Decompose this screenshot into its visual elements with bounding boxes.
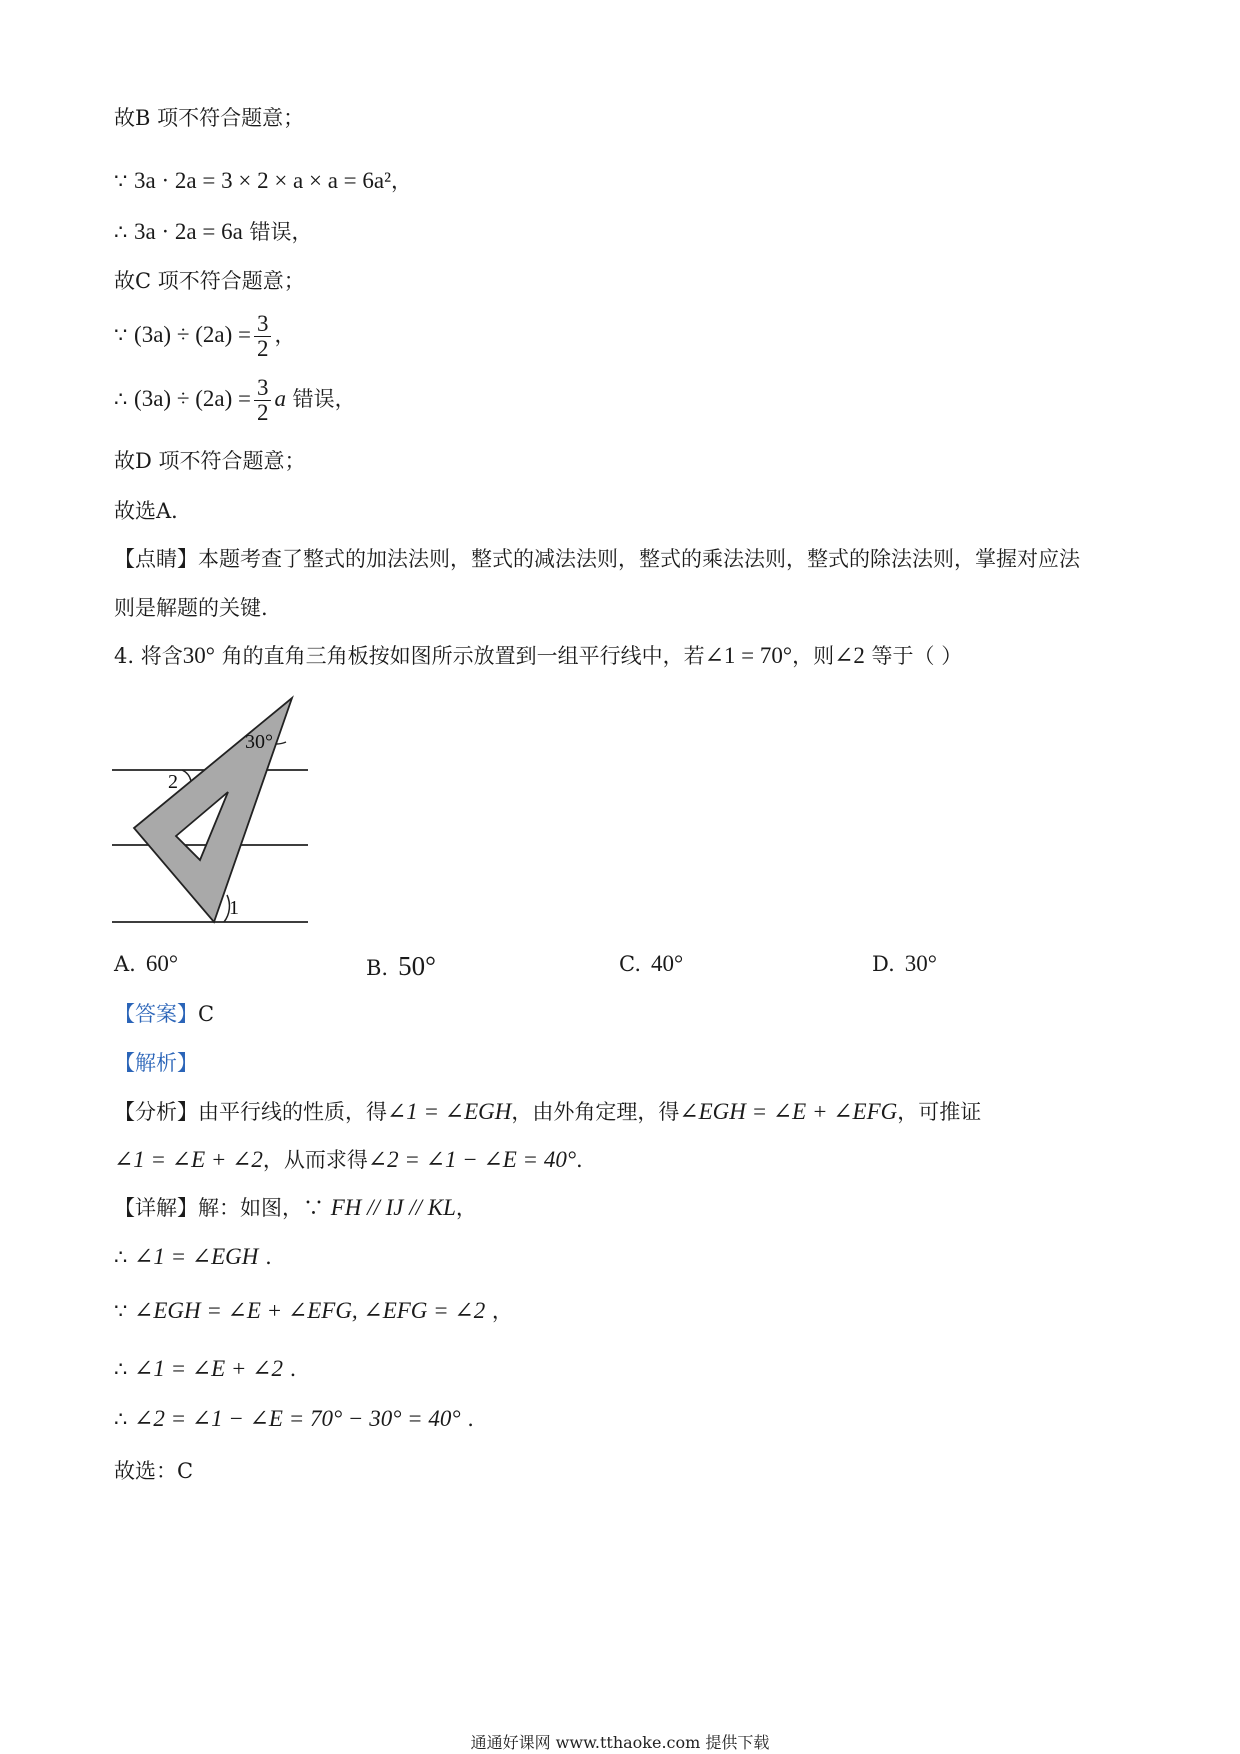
analysis-tag: 【解析】 <box>114 1051 198 1075</box>
punctuation: ， <box>485 1299 513 1323</box>
because-symbol: ∵ <box>114 169 135 193</box>
fenxi-tag: 【分析】 <box>114 1100 198 1124</box>
therefore-symbol: ∴ <box>114 387 135 411</box>
page-footer: 通通好课网 www.tthaoke.com 提供下载 <box>470 1733 770 1752</box>
label-30: 30° <box>245 731 273 753</box>
fraction-numerator: 3 <box>254 376 272 401</box>
math-variable: a <box>274 386 286 411</box>
math-expression: (3a) ÷ (2a) = <box>134 322 251 347</box>
fenxi-line <box>114 1146 583 1174</box>
math-line <box>114 167 412 195</box>
option-value: 40° <box>651 951 684 976</box>
detail-text: ， <box>455 1196 477 1220</box>
fraction-denominator: 2 <box>256 336 269 361</box>
question-text: 将含 <box>134 644 183 668</box>
fraction-denominator: 2 <box>256 400 269 425</box>
text-line: 故选A． <box>114 499 193 523</box>
option-c <box>619 951 683 977</box>
fenxi-text: . <box>576 1148 583 1172</box>
detail-math: ∠1 = ∠EGH <box>134 1244 259 1269</box>
fenxi-line <box>114 1098 981 1126</box>
answer-line <box>114 1000 214 1028</box>
text-line: 故C 项不符合题意； <box>114 269 305 293</box>
math-line <box>114 218 313 246</box>
question-text: 等于（ ） <box>864 644 963 668</box>
analysis-line <box>114 1049 198 1077</box>
text-fragment: 错误， <box>285 387 356 411</box>
angle-value: 30° <box>182 643 215 668</box>
question-number: 4. <box>114 644 135 668</box>
detail-tag: 【详解】 <box>114 1196 198 1220</box>
option-letter: D. <box>872 952 895 976</box>
detail-math: ∠1 = ∠E + ∠2 <box>134 1356 283 1381</box>
detail-line <box>114 1194 477 1222</box>
because-symbol: ∵ <box>114 323 135 347</box>
math-line <box>114 376 356 425</box>
fenxi-math: ∠1 = ∠E + ∠2 <box>114 1147 263 1172</box>
label-1: 1 <box>229 897 239 919</box>
label-2: 2 <box>168 771 178 793</box>
therefore-symbol: ∴ <box>114 1245 135 1269</box>
final-answer: 故选：C <box>114 1459 194 1483</box>
fraction <box>254 312 272 361</box>
punctuation: . <box>460 1407 474 1431</box>
option-value: 60° <box>145 951 179 976</box>
dianjing-text: 本题考查了整式的加法法则，整式的减法法则，整式的乘法法则，整式的除法法则，掌握对应法 <box>198 547 1080 571</box>
detail-math: ∠2 = ∠1 − ∠E = 70° − 30° = 40° <box>134 1406 461 1431</box>
detail-step <box>114 1355 296 1383</box>
detail-step <box>114 1297 513 1325</box>
math-expression: 3a · 2a = 6a <box>134 219 243 244</box>
option-value: 30° <box>904 951 937 976</box>
detail-math: ∠EGH = ∠E + ∠EFG, ∠EFG = ∠2 <box>134 1298 486 1323</box>
question-4 <box>114 642 962 670</box>
text-line: 则是解题的关键. <box>114 596 268 620</box>
condition-math: ∠1 = 70° <box>704 643 793 668</box>
detail-step <box>114 1405 474 1433</box>
detail-math: FH // IJ // KL <box>330 1195 456 1220</box>
because-symbol: ∵ <box>114 1299 135 1323</box>
fenxi-text: ，从而求得 <box>262 1148 368 1172</box>
option-value: 50° <box>398 951 436 981</box>
option-letter: B. <box>366 956 389 980</box>
option-a <box>114 951 178 977</box>
fenxi-math: ∠1 = ∠EGH <box>387 1099 512 1124</box>
fenxi-text: ，可推证 <box>897 1100 982 1124</box>
option-b <box>366 951 436 982</box>
fraction-numerator: 3 <box>254 312 272 337</box>
question-text: 角的直角三角板按如图所示放置到一组平行线中，若 <box>214 644 705 668</box>
punctuation: ， <box>274 323 296 347</box>
detail-step <box>114 1243 272 1271</box>
option-letter: C. <box>619 952 641 976</box>
option-d <box>872 951 937 977</box>
triangle-ruler-figure <box>108 690 318 935</box>
text-line: 故D 项不符合题意； <box>114 449 306 473</box>
math-expression: 3a · 2a = 3 × 2 × a × a = 6a² <box>134 168 391 193</box>
answer-value: C <box>198 1002 215 1026</box>
target-angle: ∠2 <box>834 643 865 668</box>
math-line <box>114 312 295 361</box>
fraction <box>254 376 272 425</box>
dianjing-line <box>114 545 1080 573</box>
math-expression: (3a) ÷ (2a) = <box>134 386 251 411</box>
therefore-symbol: ∴ <box>114 220 135 244</box>
option-letter: A. <box>114 952 136 976</box>
punctuation: . <box>258 1245 272 1269</box>
angle-2-arc <box>182 770 191 781</box>
punctuation: . <box>282 1357 297 1381</box>
punctuation: ， <box>391 169 412 193</box>
fenxi-math: ∠EGH = ∠E + ∠EFG <box>679 1099 898 1124</box>
text-fragment: 错误， <box>242 220 313 244</box>
fenxi-math: ∠2 = ∠1 − ∠E = 40° <box>367 1147 577 1172</box>
fenxi-text: 由平行线的性质，得 <box>198 1100 387 1124</box>
detail-text: 解：如图，∵ <box>198 1196 331 1220</box>
text-line: 故B 项不符合题意； <box>114 106 305 130</box>
dianjing-tag: 【点睛】 <box>114 547 198 571</box>
therefore-symbol: ∴ <box>114 1357 135 1381</box>
answer-tag: 【答案】 <box>114 1002 198 1026</box>
fenxi-text: ，由外角定理，得 <box>511 1100 680 1124</box>
question-text: ，则 <box>792 644 835 668</box>
therefore-symbol: ∴ <box>114 1407 135 1431</box>
